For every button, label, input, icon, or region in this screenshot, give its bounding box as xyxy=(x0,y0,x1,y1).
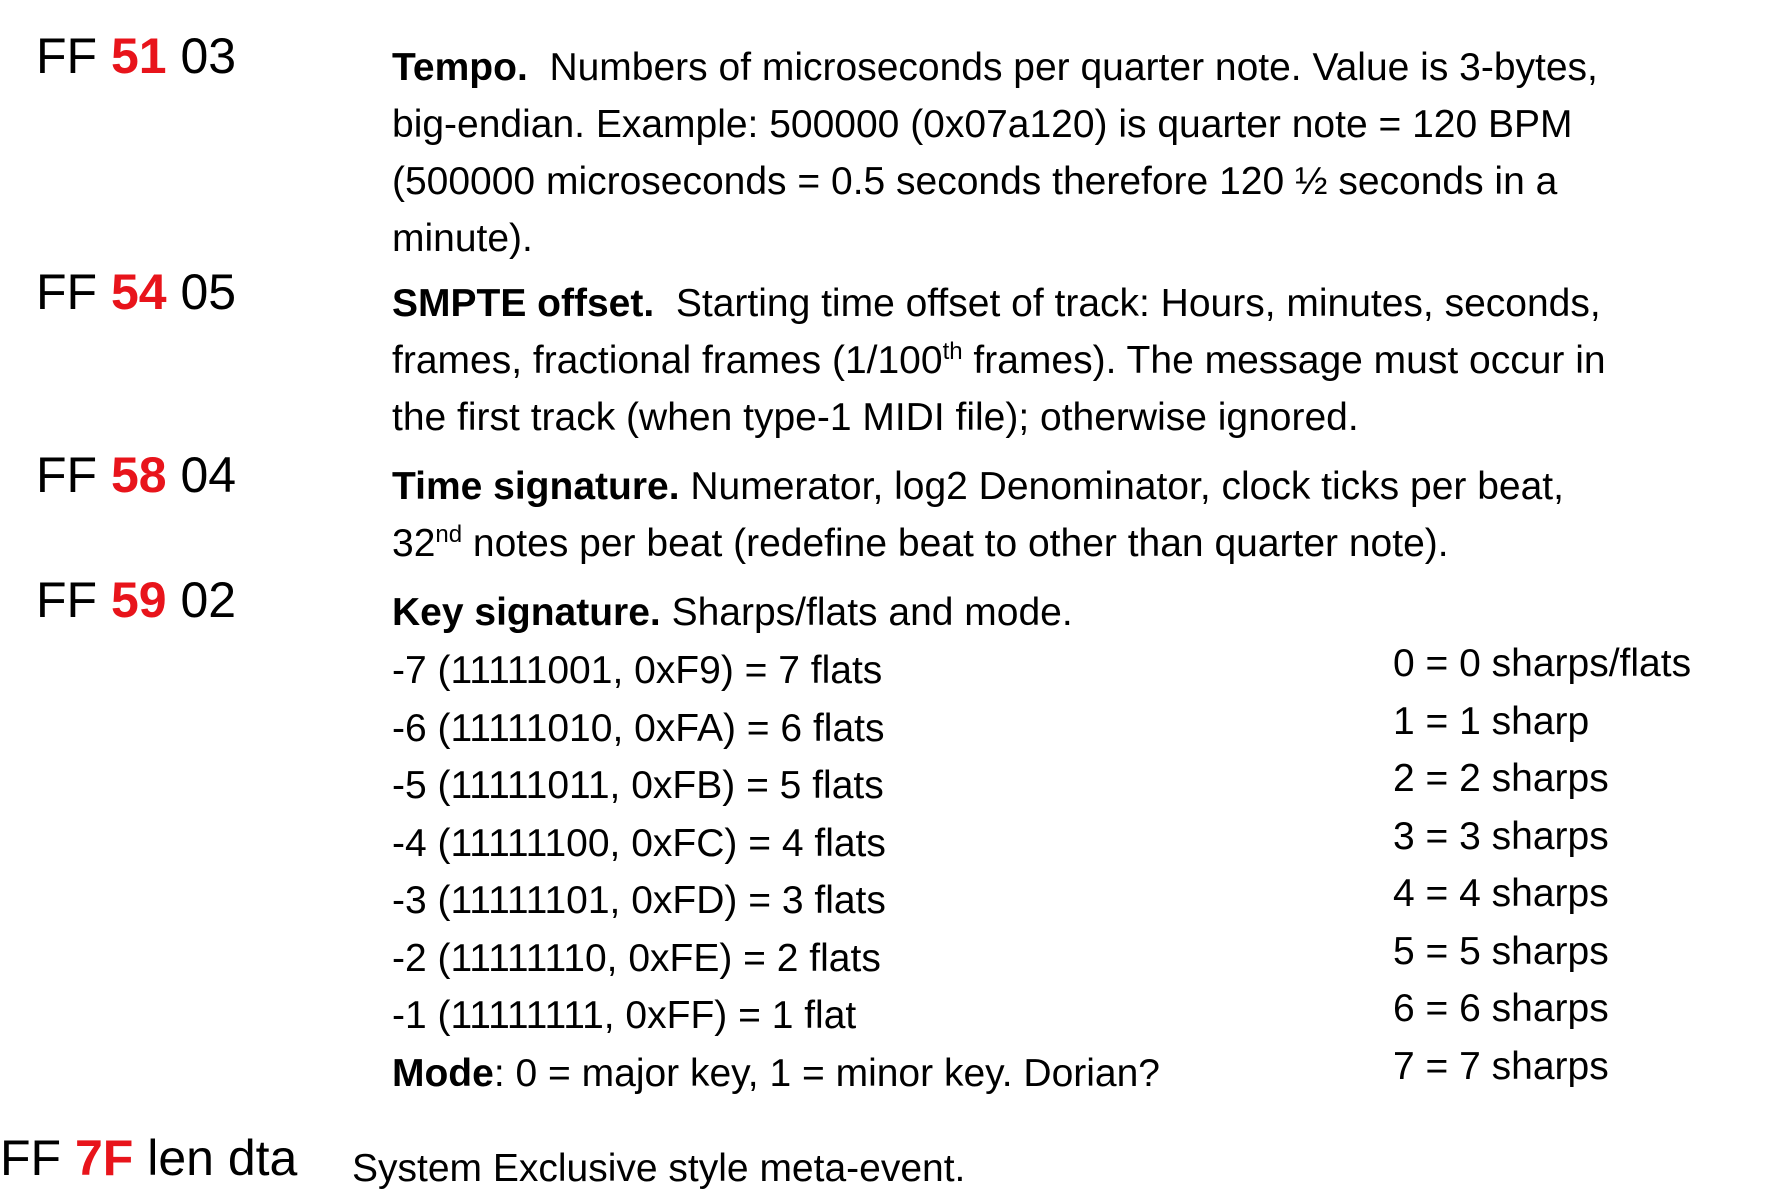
key-signature-line-1: Sharps/flats and mode. xyxy=(671,591,1073,634)
list-item: -5 (11111011, 0xFB) = 5 flats xyxy=(392,764,884,807)
sharps-list xyxy=(1393,635,1691,1095)
code-prefix: FF xyxy=(36,572,111,628)
smpte-line-2: frames, fractional frames (1/100th frames). The message must occur in xyxy=(392,338,1606,382)
code-suffix: 05 xyxy=(166,264,237,320)
tempo-description xyxy=(392,39,1598,267)
key-signature-title: Key signature. xyxy=(392,591,661,634)
sysex-description xyxy=(352,1140,965,1197)
time-signature-line-2: 32nd notes per beat (redefine beat to other than quarter note). xyxy=(392,521,1449,565)
list-item: 6 = 6 sharps xyxy=(1393,987,1609,1030)
list-item: 7 = 7 sharps xyxy=(1393,1044,1609,1088)
list-item: 1 = 1 sharp xyxy=(1393,699,1590,743)
list-item: -4 (11111100, 0xFC) = 4 flats xyxy=(392,821,886,865)
code-highlight: 59 xyxy=(110,572,167,628)
list-item: 4 = 4 sharps xyxy=(1393,872,1609,915)
code-prefix: FF xyxy=(0,1130,75,1186)
mode-line xyxy=(392,1045,1160,1103)
code-suffix: 03 xyxy=(166,28,237,84)
list-item: -7 (11111001, 0xF9) = 7 flats xyxy=(392,649,883,692)
list-item: -6 (11111010, 0xFA) = 6 flats xyxy=(392,706,885,750)
tempo-line-1: Numbers of microseconds per quarter note. Value is 3-bytes, xyxy=(549,46,1598,89)
code-suffix: len dta xyxy=(133,1130,298,1186)
smpte-line-1: Starting time offset of track: Hours, minutes, seconds, xyxy=(675,282,1601,325)
code-suffix: 02 xyxy=(166,572,237,628)
list-item: -3 (11111101, 0xFD) = 3 flats xyxy=(392,879,886,922)
smpte-description xyxy=(392,275,1606,446)
code-ff-51-03 xyxy=(36,26,236,86)
code-ff-59-02 xyxy=(36,570,236,630)
tempo-line-3: (500000 microseconds = 0.5 seconds therefore 120 ½ seconds in a xyxy=(392,160,1558,203)
flats-list xyxy=(392,642,1160,1102)
list-item: 5 = 5 sharps xyxy=(1393,929,1609,973)
code-prefix: FF xyxy=(36,264,111,320)
tempo-title: Tempo. xyxy=(392,46,528,89)
code-ff-7f xyxy=(0,1128,297,1188)
key-signature-description xyxy=(392,584,1073,641)
time-signature-title: Time signature. xyxy=(392,465,680,508)
code-prefix: FF xyxy=(36,28,111,84)
list-item: 2 = 2 sharps xyxy=(1393,757,1609,800)
code-suffix: 04 xyxy=(166,447,237,503)
tempo-line-4: minute). xyxy=(392,217,533,260)
code-highlight: 54 xyxy=(110,264,167,320)
sysex-line-1: System Exclusive style meta-event. xyxy=(352,1147,966,1190)
time-signature-description xyxy=(392,458,1564,572)
code-ff-58-04 xyxy=(36,445,236,505)
list-item: 3 = 3 sharps xyxy=(1393,814,1609,858)
tempo-line-2: big-endian. Example: 500000 (0x07a120) is quarter note = 120 BPM xyxy=(392,103,1573,146)
smpte-line-3: the first track (when type-1 MIDI file); otherwise ignored. xyxy=(392,396,1359,439)
list-item: 0 = 0 sharps/flats xyxy=(1393,642,1692,685)
code-highlight: 7F xyxy=(74,1130,134,1186)
time-signature-line-1: Numerator, log2 Denominator, clock ticks per beat, xyxy=(690,465,1564,508)
smpte-title: SMPTE offset. xyxy=(392,282,655,325)
mode-text: : 0 = major key, 1 = minor key. Dorian? xyxy=(493,1051,1160,1095)
code-highlight: 58 xyxy=(110,447,167,503)
list-item: -1 (11111111, 0xFF) = 1 flat xyxy=(392,994,857,1037)
code-prefix: FF xyxy=(36,447,111,503)
mode-label: Mode xyxy=(392,1051,494,1095)
code-highlight: 51 xyxy=(110,28,167,84)
code-ff-54-05 xyxy=(36,262,236,322)
list-item: -2 (11111110, 0xFE) = 2 flats xyxy=(392,936,881,980)
